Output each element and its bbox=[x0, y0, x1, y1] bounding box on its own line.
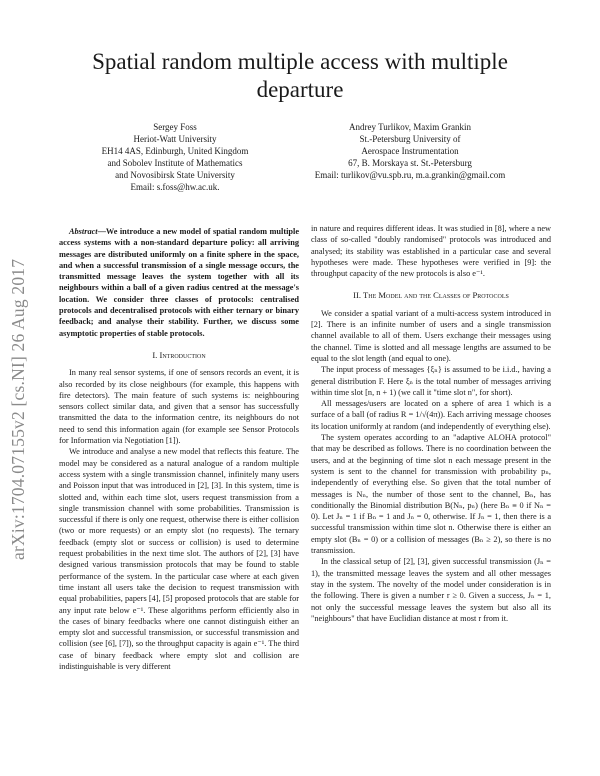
author-email: Email: turlikov@vu.spb.ru, m.a.grankin@gmail.com bbox=[314, 170, 506, 180]
left-column bbox=[59, 226, 299, 672]
section-heading-introduction: I. Introduction bbox=[152, 349, 206, 360]
model-paragraph-5: In the classical setup of [2], [3], given successful transmission (Jₙ = 1), the transmitted message leaves the system and all other messages stay in the system. The novelty of the model under consideration is in the following. There is given a number r ≥ 0. Given a success, Jₙ = 1, not only the successful message leaves the system but also all its "neighbours" that have Euclidian distance at most r from it. bbox=[311, 557, 551, 623]
author-affiliation-line: EH14 4AS, Edinburgh, United Kingdom bbox=[101, 146, 249, 156]
author-affiliation-line: Aerospace Instrumentation bbox=[361, 146, 459, 156]
author-affiliation-line: St.-Petersburg University of bbox=[359, 134, 461, 144]
model-paragraph-3: All messages/users are located on a sphere of area 1 which is a surface of a ball (of radius R = 1/√(4π)). Each arriving message chooses its location uniformly at random (and independently of everything else). bbox=[311, 399, 551, 431]
intro-paragraph-2: We introduce and analyse a new model that reflects this feature. The model may be considered as a natural analogue of a random multiple access system with a single transmission channel, infinitely many users and Poisson input that was introduced in [2], [3]. In this system, time is slotted and, within each time slot, users request transmission from a single transmission channel with some probabilities. Transmission is successful if there is only one request, otherwise there is either collision (two or more requests) or an empty slot (no requests). The ternary feedback (empty slot or success or collision) is used to determine request probabilities in the next time slot. The authors of [2], [3] have designed various transmission protocols that may be found to stable performance of the system. In the particular case where at each given time instant all users take the decision to request transmission with equal probabilities, papers [4], [5] proposed protocols that are stable for any input rate below e⁻¹. These algorithms perform efficiently also in the cases of binary feedbacks where one cannot distinguish either an empty slot and successful transmission, or successful transmission and collision (see [6], [7]), so the throughput capacity is again e⁻¹. The third case of binary feedback where empty slot and collision are indistinguishable is very different bbox=[59, 447, 299, 671]
right-column bbox=[311, 223, 551, 624]
abstract-text: —We introduce a new model of spatial random multiple access systems with a non-standard departure policy: all arriving messages are distributed uniformly on a finite sphere in the space, and when a successful transmission of a single message occurs, the transmitted message leaves the system together with all its neighbours within a ball of a given radius centred at the message's location. We consider three classes of protocols: centralised protocols and decentralised protocols with either ternary or binary feedback; and analyse their stability. Further, we discuss some asymptotic properties of stable protocols. bbox=[59, 227, 299, 338]
intro-paragraph-continued: in nature and requires different ideas. It was studied in [8], where a new class of so-called "doubly randomised" protocols was introduced and analysed; its stability was established in a particular case and several hypotheses were made. These hypotheses were verified in [9]: the throughput capacity of the new protocols is also e⁻¹. bbox=[311, 224, 551, 279]
arxiv-side-stamp: arXiv:1704.07155v2 [cs.NI] 26 Aug 2017 bbox=[8, 258, 28, 560]
author-affiliation-line: and Novosibirsk State University bbox=[115, 170, 235, 180]
section-heading-model: II. The Model and the Classes of Protocols bbox=[353, 290, 509, 301]
model-paragraph-1: We consider a spatial variant of a multi-access system introduced in [2]. There is an infinite number of users and a single transmission channel available to all of them. Users exchange their messages using the channel. Time is slotted and all message lengths are assumed to be equal to the slot length (and equal to one). bbox=[311, 308, 551, 363]
author-affiliation-line: 67, B. Morskaya st. St.-Petersburg bbox=[348, 158, 472, 168]
author-affiliation-line: Heriot-Watt University bbox=[133, 134, 217, 144]
paper-title: Spatial random multiple access with multiple departure bbox=[92, 49, 508, 102]
model-paragraph-4: The system operates according to an "adaptive ALOHA protocol" that may be described as follows. There is no coordination between the users, and at the beginning of time slot n each message present in the system is sent to the channel for transmission with probability pₙ, independently of everything else. So given that the total number of messages is Nₙ, the number of those sent to the channel, Bₙ, has conditionally the Binomial distribution B(Nₙ, pₙ) (here Bₙ ≡ 0 if Nₙ = 0). Let Jₙ = 1 if Bₙ = 1 and Jₙ = 0, otherwise. If Jₙ = 1, then there is a successful transmission within time slot n. Otherwise there is either an empty slot (Bₙ = 0) or a collision of messages (Bₙ ≥ 2), so there is no transmission. bbox=[311, 433, 551, 556]
author-block-2 bbox=[292, 121, 528, 181]
model-paragraph-2: The input process of messages {ξₙ} is assumed to be i.i.d., having a general distribution F. Here ξₙ is the total number of messages arriving within time slot [n, n + 1) (we call it "time slot n", for short). bbox=[311, 365, 551, 397]
author-email: Email: s.foss@hw.ac.uk. bbox=[130, 182, 220, 192]
author-block-1 bbox=[80, 121, 270, 193]
author-name: Andrey Turlikov, Maxim Grankin bbox=[349, 122, 471, 132]
abstract bbox=[59, 226, 299, 339]
author-name: Sergey Foss bbox=[153, 122, 197, 132]
author-affiliation-line: and Sobolev Institute of Mathematics bbox=[107, 158, 243, 168]
abstract-lead: Abstract bbox=[69, 227, 98, 236]
intro-paragraph-1: In many real sensor systems, if one of sensors records an event, it is also recorded by its close neighbours (for example, this happens with fire detectors). The main feature of such systems is: neighbouring sensors collect similar data, and given that a sensor has successfully transmitted the data to the information centre, its neighbours do not need to send this information again (for example see Sensor Protocols for Information via Negotiation [1]). bbox=[59, 368, 299, 446]
